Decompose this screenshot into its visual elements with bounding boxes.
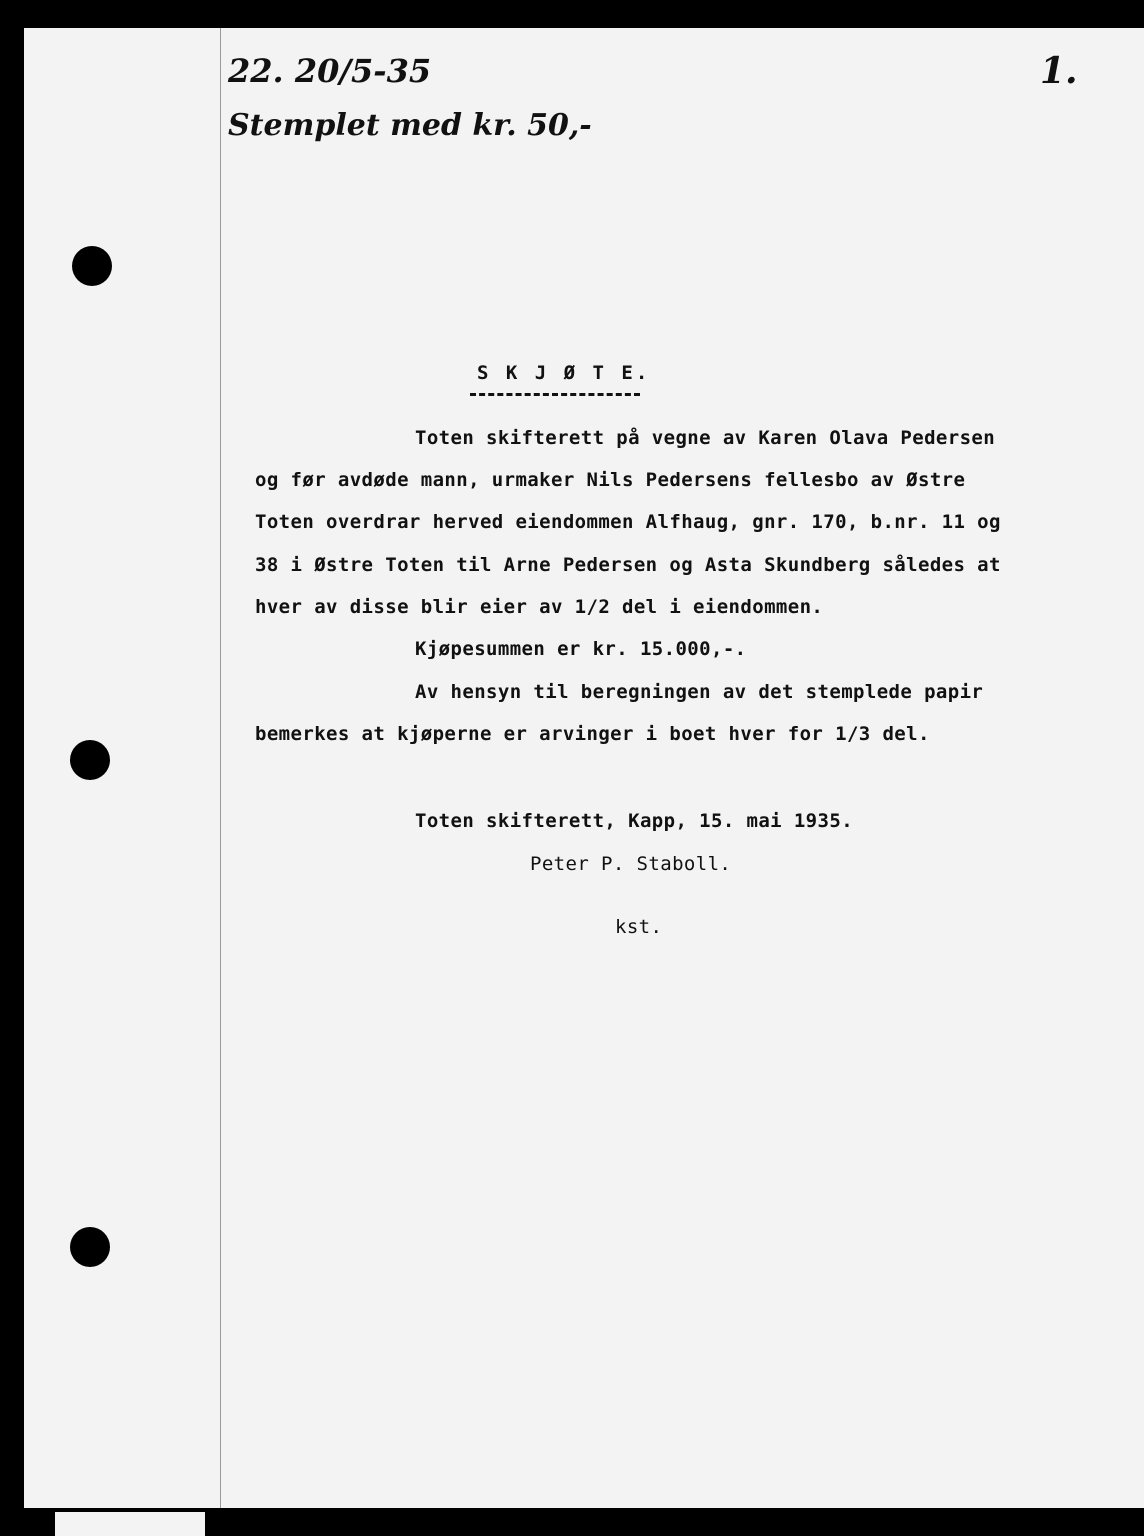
body-line-5: hver av disse blir eier av 1/2 del i eiendommen. [255,596,824,618]
body-line-8: bemerkes at kjøperne er arvinger i boet hver for 1/3 del. [255,723,930,745]
handwritten-stamp-note: Stemplet med kr. 50,- [228,108,592,143]
handwritten-page-number: 1. [1040,50,1078,92]
handwritten-reference: 22. 20/5-35 [228,52,432,90]
place-date: Toten skifterett, Kapp, 15. mai 1935. [415,810,854,832]
title-underline [470,393,640,396]
paper-sheet [24,28,1144,1508]
body-line-1: Toten skifterett på vegne av Karen Olava Pedersen [415,427,996,449]
scan-label-strip [55,1512,205,1536]
body-line-4: 38 i Østre Toten til Arne Pedersen og Asta Skundberg således at [255,554,1001,576]
abbreviation: kst. [615,916,663,938]
punch-hole-top [72,246,112,286]
body-line-2: og før avdøde mann, urmaker Nils Pedersens fellesbo av Østre [255,469,966,491]
margin-line [220,28,221,1508]
signature: Peter P. Staboll. [530,853,732,875]
punch-hole-middle [70,740,110,780]
punch-hole-bottom [70,1227,110,1267]
body-line-6: Kjøpesummen er kr. 15.000,-. [415,638,747,660]
body-line-3: Toten overdrar herved eiendommen Alfhaug, gnr. 170, b.nr. 11 og [255,511,1001,533]
document-title: S K J Ø T E. [477,362,651,384]
body-line-7: Av hensyn til beregningen av det stemplede papir [415,681,984,703]
